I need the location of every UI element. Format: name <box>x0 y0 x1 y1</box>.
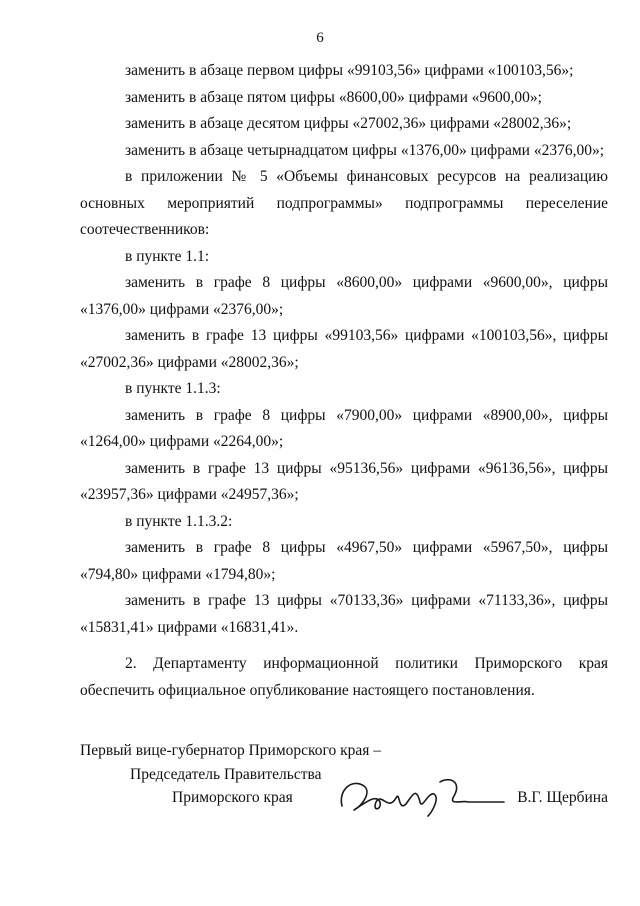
document-body <box>80 58 608 704</box>
paragraph: заменить в графе 8 цифры «8600,00» цифрами «9600,00», цифры «1376,00» цифрами «2376,00»; <box>80 274 608 318</box>
paragraph: в пункте 1.1.3.2: <box>125 512 233 530</box>
page-number: 6 <box>316 30 324 46</box>
signer-position-line-2: Председатель Правительства <box>130 766 322 783</box>
paragraph: заменить в графе 13 цифры «70133,36» цифрами «71133,36», цифры «15831,41» цифрами «16831,41». <box>80 592 608 636</box>
paragraph: 2. Департаменту информационной политики Приморского края обеспечить официальное опубликование настоящего постановления. <box>80 655 608 699</box>
signer-position-line-3: Приморского края <box>172 789 293 806</box>
paragraph: заменить в графе 8 цифры «4967,50» цифрами «5967,50», цифры «794,80» цифрами «1794,80»; <box>80 539 608 583</box>
paragraph: заменить в абзаце четырнадцатом цифры «1376,00» цифрами «2376,00»; <box>125 141 605 159</box>
signature-block <box>80 742 608 822</box>
handwritten-signature <box>336 772 508 820</box>
paragraph: заменить в абзаце десятом цифры «27002,36» цифрами «28002,36»; <box>125 115 572 132</box>
paragraph: заменить в графе 8 цифры «7900,00» цифрами «8900,00», цифры «1264,00» цифрами «2264,00»; <box>80 406 608 450</box>
paragraph: заменить в абзаце пятом цифры «8600,00» цифрами «9600,00»; <box>125 88 542 106</box>
paragraph: в приложении № 5 «Объемы финансовых ресурсов на реализацию основных мероприятий подпрограммы» подпрограммы переселение соотечественников: <box>80 168 608 238</box>
paragraph: заменить в абзаце первом цифры «99103,56» цифрами «100103,56»; <box>125 62 574 79</box>
paragraph: заменить в графе 13 цифры «99103,56» цифрами «100103,56», цифры «27002,36» цифрами «28002,36»; <box>80 327 608 371</box>
paragraph: заменить в графе 13 цифры «95136,56» цифрами «96136,56», цифры «23957,36» цифрами «24957,36»; <box>80 459 608 503</box>
signer-name: В.Г. Щербина <box>517 789 608 806</box>
paragraph: в пункте 1.1.3: <box>125 380 221 397</box>
paragraph: в пункте 1.1: <box>125 247 210 265</box>
signer-position: Первый вице-губернатор Приморского края – <box>80 742 382 759</box>
